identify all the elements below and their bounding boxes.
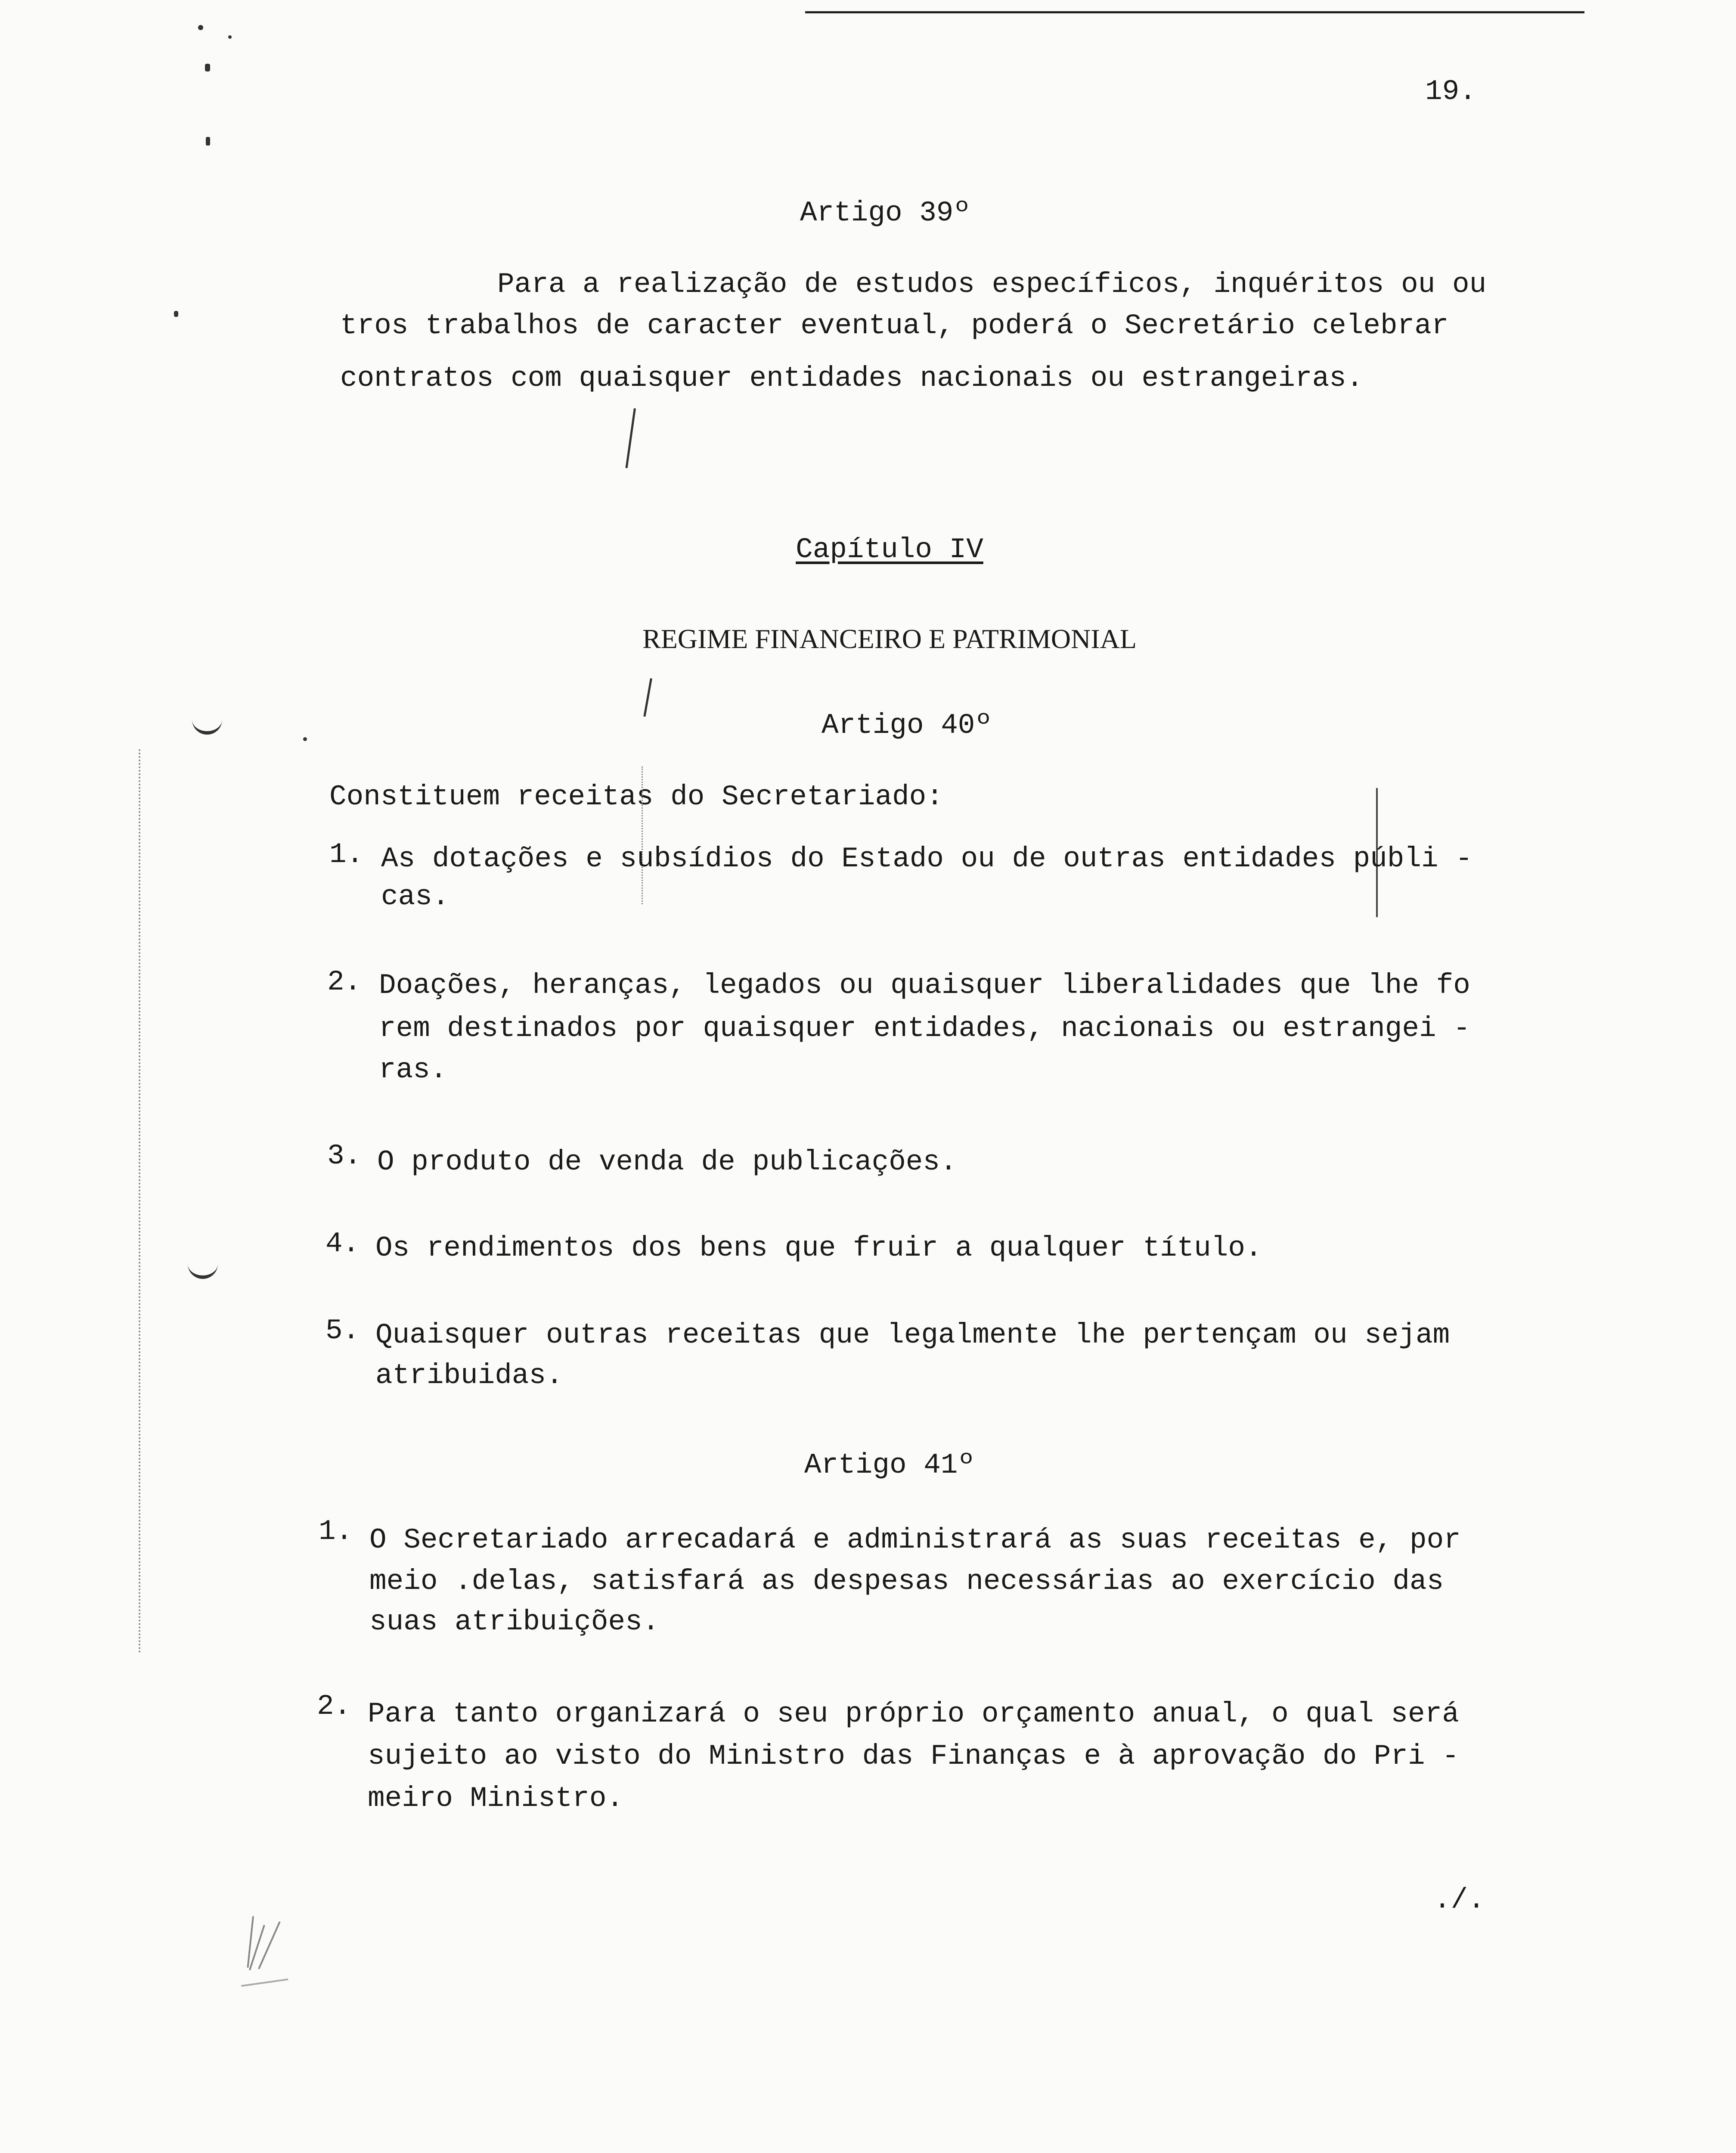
article-40-item-2-line-2: rem destinados por quaisquer entidades, nacionais ou estrangei -: [379, 1012, 1470, 1045]
article-39-heading: Artigo 39º: [800, 197, 971, 229]
margin-dotted-line: [139, 749, 140, 1654]
margin-speck: [228, 35, 232, 39]
top-rule: [805, 11, 1584, 13]
article-40-item-1-line-2: cas.: [381, 881, 450, 913]
article-41-item-1-line-3: suas atribuições.: [369, 1606, 660, 1638]
article-40-item-3-number: 3.: [327, 1140, 362, 1172]
article-40-item-4-number: 4.: [326, 1228, 360, 1260]
chapter-subtitle: REGIME FINANCEIRO E PATRIMONIAL: [642, 624, 1137, 654]
article-39-line-3: contratos com quaisquer entidades nacionais ou estrangeiras.: [340, 362, 1364, 394]
article-40-item-1-line-1: As dotações e subsídios do Estado ou de outras entidades públi -: [381, 843, 1472, 875]
margin-speck: [206, 137, 210, 146]
margin-speck: [205, 64, 210, 71]
article-41-heading: Artigo 41º: [804, 1449, 975, 1481]
article-41-item-2-number: 2.: [317, 1690, 351, 1722]
binder-hole-mark: [188, 1259, 218, 1279]
article-41-item-1-number: 1.: [319, 1515, 353, 1548]
initials-stroke: [258, 1921, 280, 1969]
margin-speck: [174, 311, 178, 317]
article-40-item-2-number: 2.: [327, 966, 362, 998]
chapter-heading: Capítulo IV: [796, 534, 983, 566]
article-41-item-1-line-2: meio .delas, satisfará as despesas necessárias ao exercício das: [369, 1565, 1444, 1598]
margin-speck: [198, 25, 203, 30]
pen-stroke: [626, 408, 636, 468]
article-40-item-4-line-1: Os rendimentos dos bens que fruir a qualquer título.: [375, 1232, 1262, 1264]
article-40-item-1-number: 1.: [329, 838, 364, 871]
article-40-item-5-line-1: Quaisquer outras receitas que legalmente lhe pertençam ou sejam: [375, 1319, 1450, 1351]
article-39-line-2-row: [340, 312, 1516, 340]
article-40-item-5-number: 5.: [326, 1315, 360, 1347]
article-41-item-2-line-3: meiro Ministro.: [368, 1782, 624, 1815]
article-39-line-2: tros trabalhos de caracter eventual, poderá o Secretário celebrar: [340, 310, 1449, 342]
article-41-item-2-line-1: Para tanto organizará o seu próprio orçamento anual, o qual será: [368, 1698, 1459, 1730]
page-number: 19.: [1425, 75, 1476, 108]
article-41-item-2-line-2: sujeito ao visto do Ministro das Finanças e à aprovação do Pri -: [368, 1740, 1459, 1772]
article-39-line-1: Para a realização de estudos específicos, inquéritos ou ou: [497, 268, 1487, 301]
initials-stroke: [241, 1979, 288, 1987]
article-40-item-5-line-2: atribuidas.: [375, 1359, 563, 1392]
pen-trace: [642, 766, 643, 904]
article-40-item-2-line-3: ras.: [379, 1054, 447, 1086]
article-40-intro: Constituem receitas do Secretariado:: [329, 781, 943, 813]
article-40-heading: Artigo 40º: [821, 709, 992, 741]
article-40-item-2-line-1: Doações, heranças, legados ou quaisquer liberalidades que lhe fo: [379, 969, 1470, 1002]
article-40-item-3-line-1: O produto de venda de publicações.: [377, 1146, 957, 1178]
continuation-mark: ./.: [1434, 1884, 1485, 1916]
article-41-item-1-line-1: O Secretariado arrecadará e administrará as suas receitas e, por: [369, 1524, 1461, 1556]
